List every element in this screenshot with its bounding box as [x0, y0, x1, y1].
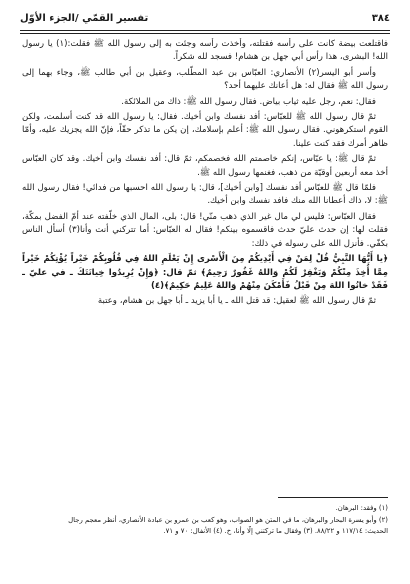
page-number: ٣٨٤: [371, 13, 390, 24]
footnote: الحديث: ١١٧/١٤ و ٨٨/٢٢. (٣) وفقال ما تركتني إلّا وأنا، خ. (٤) الأنفال: ٧٠ و ٧١.: [163, 527, 388, 535]
paragraph: فاقتلعت بيضة كانت على رأسه فقتلته، وأخذت رأسه وجئت به إلى رسول الله ﷺ فقلت:(١) يا رسول الله! البشرى، هذا رأس أبي جهل بن هشام! فسجد لله شكراً.: [22, 39, 388, 63]
paragraph: ثمّ قال رسول الله ﷺ للعبّاس: أفد نفسك وابن أخيك. فقال: يا رسول الله قد كنت أسلمت، ولكن القوم استكرهوني. فقال رسول الله ﷺ: أعلم بإسلامك، إن يكن ما تذكر حقّاً، فإنّ الله يجزيك عليه، وأمّا ظاهر أمرك فقد كنت علينا.: [22, 112, 388, 149]
quran-verse: ﴿يا أَيُّهَا النَّبِيُّ قُلْ لِمَنْ فِي أَيْدِيكُمْ مِنَ الْأَسْرى إِنْ يَعْلَمِ اللهُ فِي قُلُوبِكُمْ خَيْراً يُؤْتِكُمْ خَيْراً مِمَّا أُخِذَ مِنْكُمْ وَيَغْفِرْ لَكُمْ وَاللهُ غَفُورٌ رَحِيمٌ﴾ ثمّ قال: ﴿وَإِنْ يُرِيدُوا خِيانَتَكَ ـ في عليّ ـ فَقَدْ خانُوا اللهَ مِنْ قَبْلُ فَأَمْكَنَ مِنْهُمْ وَاللهُ عَلِيمٌ حَكِيمٌ﴾(٤): [22, 254, 388, 291]
footnotes: [22, 503, 388, 573]
footnote: (١) وفقد: البرهان.: [335, 504, 388, 512]
main-text: [22, 38, 388, 486]
paragraph: ثمّ قال ﷺ: يا عبّاس، إنكم خاصمتم الله فخصمكم، ثمّ قال: أفد نفسك وابن أخيك. وقد كان العبّاس أخذ معه أربعين أوقيّة من ذهب، فغنمها رسول الله ﷺ.: [22, 154, 388, 178]
paragraph: وأسر أبو اليسر(٢) الأنصاري: العبّاس بن عبد المطّلب، وعقيل بن أبي طالب ﷺ، وجاء بهما إلى رسول الله ﷺ فقال له: هل أعانك عليهما أحد؟: [22, 67, 388, 92]
paragraph: ثمّ قال رسول الله ﷺ لعقيل: قد قتل الله ـ يا أبا يزيد ـ أبا جهل بن هشام، وعتبة: [97, 296, 376, 307]
footnote-rule: [278, 497, 388, 498]
paragraph: فقال: نعم، رجل عليه ثياب بياض. فقال رسول الله ﷺ: ذاك من الملائكة.: [121, 96, 376, 107]
footnote: (٢) وأبو يسرة البحار والبرهان، ما في المتن هو الصواب، وهو كعب بن عمرو بن عبادة الأنصاري، أنظر معجم رجال: [68, 515, 388, 524]
paragraph: فلمّا قال ﷺ للعبّاس أفد نفسك [وابن أخيك]، قال: يا رسول الله احسبها من فدائي! فقال رسول الله ﷺ: لا، ذاك أعطانا الله منك فافد نفسك وابن أخيك.: [22, 183, 388, 207]
page-header: [20, 11, 390, 27]
paragraph: فقال العبّاس: فليس لي مال غير الذي ذهب منّي! قال: بلى، المال الذي خلّفته عند أمّ الفضل بمكّة، فقلت لها: إن حدث عليّ حدث فاقسموه بينكم! فقال له العبّاس: أما تتركني أنت وأنا(٣) أسأل الناس بكفّي. فأنزل الله على رسوله في ذلك:: [22, 211, 388, 249]
header-rule: [20, 30, 390, 31]
running-title: تفسير القمّي /الجزء الأوّل: [20, 13, 149, 24]
header-rule-double: [20, 33, 390, 34]
